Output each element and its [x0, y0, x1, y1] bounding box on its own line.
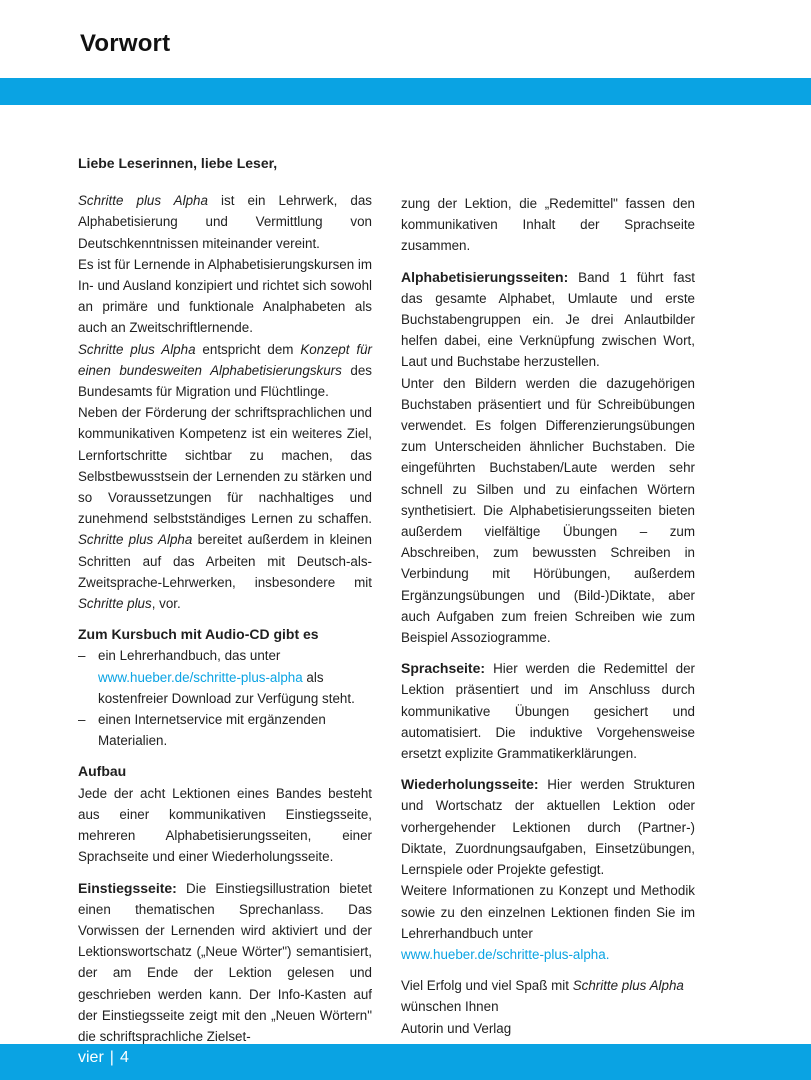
- hueber-link[interactable]: www.hueber.de/schritte-plus-alpha: [98, 669, 303, 685]
- intro-paragraph-d: Neben der Förderung der schriftsprachlichen und kommunikativen Kompetenz ist ein weiteres Ziel, Lernfortschritte sichtbar zu machen, das Selbstbewusstsein der Lernenden zu stärken und so Voraussetzungen für nachhaltiges und zunehmend selbstständiges Lernen zu schaffen. Schritte plus Alpha bereitet außerdem in kleinen Schritten auf das Arbeiten mit Deutsch-als-Zweitsprache-Lehrwerken, insbesondere mit Schritte plus, vor.: [78, 405, 372, 612]
- wiederholung-paragraph-a: Wiederholungsseite: Hier werden Strukturen und Wortschatz der aktuellen Lektion oder vorhergehender Lektionen durch (Partner-) Diktate, Zuordnungsaufgaben, Einsetzübungen, Lernspiele oder Projekte gefestigt.: [401, 776, 695, 878]
- book-title: Schritte plus Alpha: [572, 978, 684, 994]
- page-number-word: vier: [78, 1049, 104, 1066]
- kursbuch-list: [78, 645, 372, 751]
- concept-title: Konzept für einen bundesweiten Alphabetisierungskurs: [78, 341, 373, 378]
- intro-paragraph-c: Schritte plus Alpha entspricht dem Konzept für einen bundesweiten Alphabetisierungskurs des Bundesamts für Migration und Flüchtlinge.: [78, 341, 373, 400]
- intro-paragraph-b: Es ist für Lernende in Alphabetisierungskursen im In- und Ausland konzipiert und richtet sich sowohl an primäre und funktionale Analphabeten als auch an Zweitschriftlernende.: [78, 256, 373, 336]
- book-title: Schritte plus Alpha: [78, 341, 196, 357]
- signature: Autorin und Verlag: [401, 1020, 512, 1036]
- list-item: – ein Lehrerhandbuch, das unter www.hueber.de/schritte-plus-alpha als kostenfreier Download zur Verfügung steht.: [78, 645, 372, 709]
- aufbau-heading: Aufbau: [78, 763, 127, 780]
- page-title: Vorwort: [80, 30, 171, 57]
- wiederholung-heading: Wiederholungsseite:: [401, 776, 539, 793]
- closing-wish: wünschen Ihnen: [401, 999, 499, 1015]
- book-title: Schritte plus Alpha: [78, 193, 208, 209]
- header-band: [0, 78, 811, 105]
- aufbau-text: Jede der acht Lektionen eines Bandes besteht aus einer kommunikativen Einstiegsseite, mehreren Alphabetisierungsseiten, einer Sprachseite und einer Wiederholungsseite.: [78, 785, 372, 865]
- list-item: – einen Internetservice mit ergänzenden Materialien.: [78, 709, 372, 751]
- page-footer: [78, 1049, 129, 1067]
- alpha-paragraph-b: Unter den Bildern werden die dazugehörigen Buchstaben präsentiert und für Schreibübungen verwendet. Es folgen Differenzierungsübungen zum Unterscheiden ähnlicher Buchstaben. Die eingeführten Buchstaben/Laute werden sehr schnell zu Silben und zu einfachen Wörtern synthetisiert. Die Alphabetisierungsseiten bieten außerdem vielfältige Übungen – zum Abschreiben, zum bewussten Schreiben in Verbindung mit Hörübungen, außerdem Ergänzungsübungen und (Bild-)Diktate, aber auch Aufgaben zum freien Schreiben wie zum Beispiel Assoziogramme.: [401, 375, 695, 646]
- intro-paragraph-a: Schritte plus Alpha ist ein Lehrwerk, das Alphabetisierung und Vermittlung von Deutschkenntnissen miteinander vereint.: [78, 193, 373, 251]
- einstieg-paragraph: Einstiegsseite: Die Einstiegsillustration bietet einen thematischen Sprechanlass. Das Vorwissen der Lernenden wird aktiviert und der Lektionswortschatz („Neue Wörter") semantisiert, der am Ende der Lektion gelesen und geschrieben werden kann. Der Info-Kasten auf der Einstiegsseite zeigt mit den „Neuen Wörtern" die schriftsprachliche Zielset-: [78, 879, 372, 1044]
- book-title: Schritte plus Alpha: [78, 532, 193, 548]
- kursbuch-heading: Zum Kursbuch mit Audio-CD gibt es: [78, 626, 319, 643]
- sprach-heading: Sprachseite:: [401, 660, 486, 677]
- right-column: [401, 193, 695, 1039]
- wiederholung-paragraph-b: Weitere Informationen zu Konzept und Methodik sowie zu den einzelnen Lektionen finden Sie im Lehrerhandbuch unter: [401, 883, 695, 941]
- continuation-text: zung der Lektion, die „Redemittel" fassen den kommunikativen Inhalt der Sprachseite zusammen.: [401, 196, 695, 254]
- closing-line: Viel Erfolg und viel Spaß mit Schritte plus Alpha: [401, 978, 684, 994]
- alpha-heading: Alphabetisierungsseiten:: [401, 268, 569, 285]
- left-column: [78, 153, 372, 1047]
- book-title: Schritte plus: [78, 596, 152, 612]
- footer-separator: |: [109, 1049, 114, 1066]
- sprach-paragraph: Sprachseite: Hier werden die Redemittel der Lektion präsentiert und im Anschluss durch kommunikative Übungen gesichert und automatisiert. Die induktive Vorgehensweise ersetzt explizite Grammatikerklärungen.: [401, 660, 695, 762]
- alpha-paragraph-a: Alphabetisierungsseiten: Band 1 führt fast das gesamte Alphabet, Umlaute und erste Buchstabengruppen ein. Je drei Anlautbilder helfen dabei, eine Verknüpfung zwischen Wort, Laut und Buchstabe herzustellen.: [401, 268, 695, 370]
- hueber-link[interactable]: www.hueber.de/schritte-plus-alpha.: [401, 946, 610, 962]
- greeting: Liebe Leserinnen, liebe Leser,: [78, 155, 278, 171]
- page-number: 4: [119, 1049, 129, 1066]
- einstieg-heading: Einstiegsseite:: [78, 879, 177, 896]
